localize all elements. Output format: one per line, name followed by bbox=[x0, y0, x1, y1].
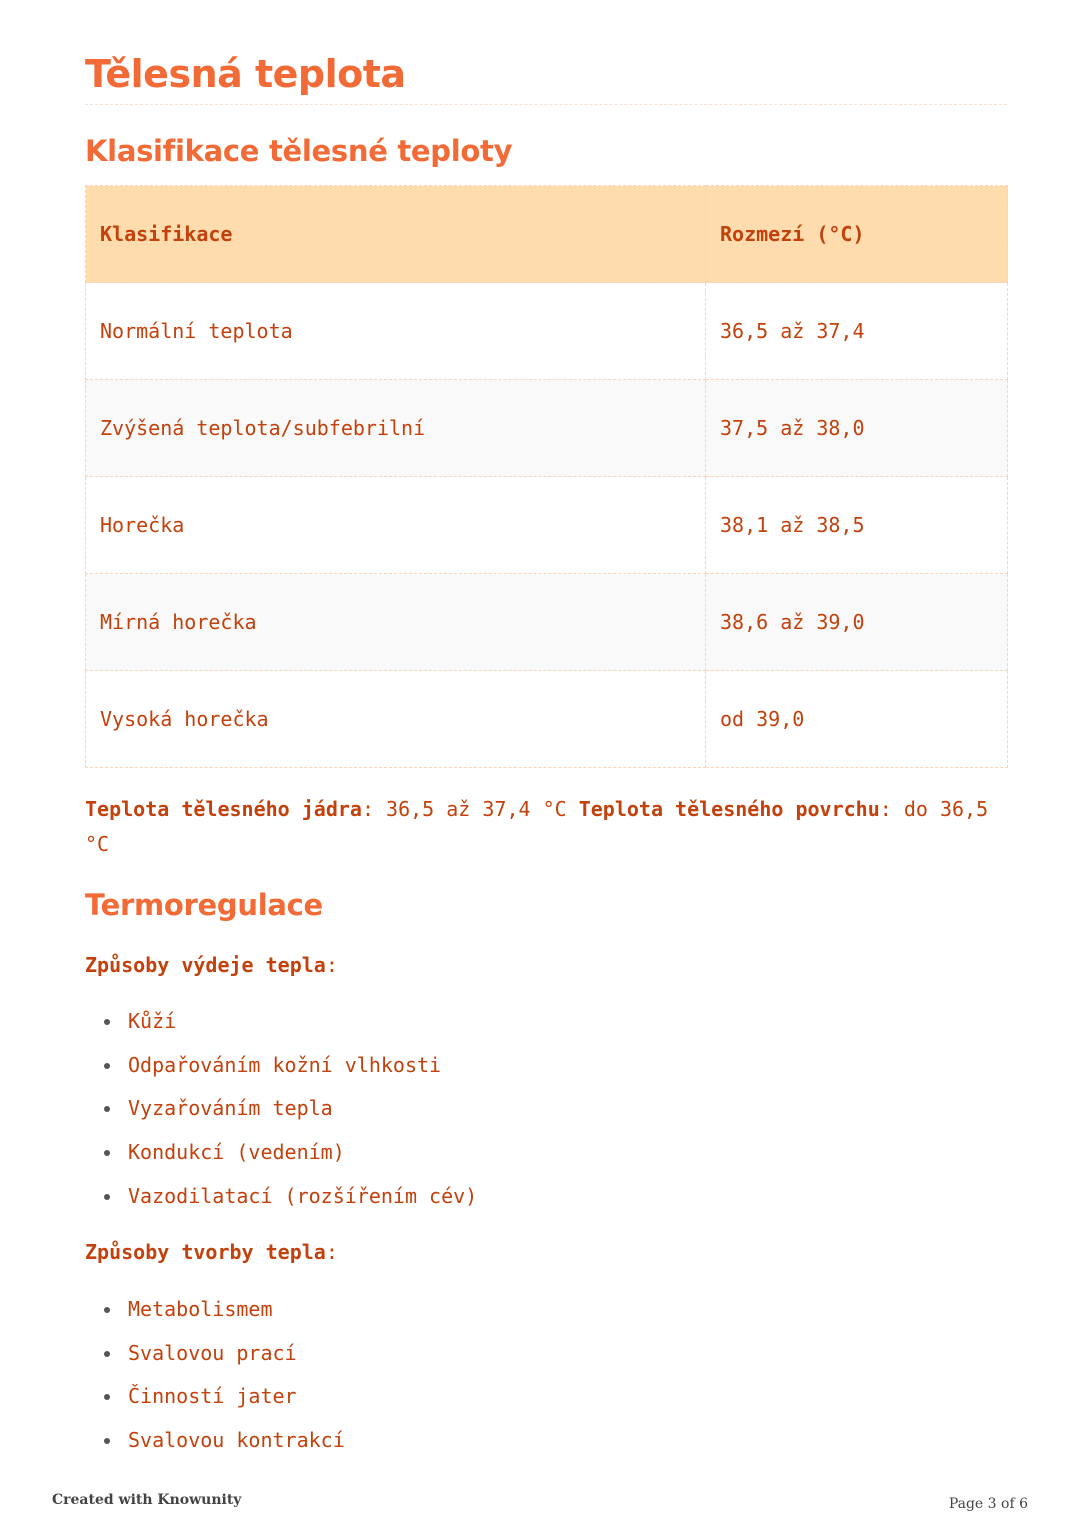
heat-loss-heading: Způsoby výdeje tepla: bbox=[85, 953, 338, 977]
table-row bbox=[86, 380, 1008, 477]
page-title: Tělesná teplota bbox=[85, 52, 406, 96]
bullet-icon bbox=[104, 1394, 110, 1400]
classification-cell: Horečka bbox=[86, 477, 706, 574]
table-row bbox=[86, 477, 1008, 574]
surface-temperature-label: Teplota tělesného povrchu bbox=[578, 797, 880, 821]
list-item: Odpařováním kožní vlhkosti bbox=[100, 1050, 477, 1094]
heat-production-heading: Způsoby tvorby tepla: bbox=[85, 1240, 338, 1264]
column-header-range: Rozmezí (°C) bbox=[706, 186, 1008, 283]
list-item: Vazodilatací (rozšířením cév) bbox=[100, 1181, 477, 1225]
bullet-icon bbox=[104, 1150, 110, 1156]
surface-temperature-value: do 36,5 °C bbox=[85, 797, 989, 856]
classification-cell: Zvýšená teplota/subfebrilní bbox=[86, 380, 706, 477]
core-temperature-label: Teplota tělesného jádra bbox=[85, 797, 362, 821]
classification-cell: Normální teplota bbox=[86, 283, 706, 380]
table-row bbox=[86, 283, 1008, 380]
core-temperature-value: 36,5 až 37,4 °C bbox=[386, 797, 567, 821]
bullet-icon bbox=[104, 1194, 110, 1200]
range-cell: 38,6 až 39,0 bbox=[706, 574, 1008, 671]
list-item: Kondukcí (vedením) bbox=[100, 1137, 477, 1181]
table-header-row bbox=[86, 186, 1008, 283]
classification-heading: Klasifikace tělesné teploty bbox=[85, 134, 513, 168]
bullet-icon bbox=[104, 1351, 110, 1357]
footer-credit: Created with Knowunity bbox=[52, 1492, 242, 1508]
heat-production-list bbox=[100, 1294, 345, 1469]
bullet-icon bbox=[104, 1307, 110, 1313]
temperature-note: Teplota tělesného jádra: 36,5 až 37,4 °C Teplota tělesného povrchu: do 36,5 °C bbox=[85, 797, 989, 856]
list-item: Svalovou kontrakcí bbox=[100, 1425, 345, 1469]
column-header-classification: Klasifikace bbox=[86, 186, 706, 283]
heat-loss-list bbox=[100, 1006, 477, 1224]
bullet-icon bbox=[104, 1106, 110, 1112]
temperature-table bbox=[85, 185, 1008, 768]
range-cell: od 39,0 bbox=[706, 671, 1008, 768]
range-cell: 36,5 až 37,4 bbox=[706, 283, 1008, 380]
table-row bbox=[86, 574, 1008, 671]
list-item: Svalovou prací bbox=[100, 1338, 345, 1382]
list-item: Vyzařováním tepla bbox=[100, 1093, 477, 1137]
heat-loss-title: Způsoby výdeje tepla bbox=[85, 953, 326, 977]
page-number: Page 3 of 6 bbox=[948, 1496, 1028, 1512]
list-item: Kůží bbox=[100, 1006, 477, 1050]
bullet-icon bbox=[104, 1438, 110, 1444]
thermoregulation-heading: Termoregulace bbox=[85, 888, 323, 922]
heat-production-title: Způsoby tvorby tepla bbox=[85, 1240, 326, 1264]
title-divider bbox=[85, 104, 1007, 105]
list-item: Činností jater bbox=[100, 1381, 345, 1425]
list-item: Metabolismem bbox=[100, 1294, 345, 1338]
classification-cell: Vysoká horečka bbox=[86, 671, 706, 768]
bullet-icon bbox=[104, 1019, 110, 1025]
range-cell: 38,1 až 38,5 bbox=[706, 477, 1008, 574]
bullet-icon bbox=[104, 1063, 110, 1069]
range-cell: 37,5 až 38,0 bbox=[706, 380, 1008, 477]
table-row bbox=[86, 671, 1008, 768]
classification-cell: Mírná horečka bbox=[86, 574, 706, 671]
